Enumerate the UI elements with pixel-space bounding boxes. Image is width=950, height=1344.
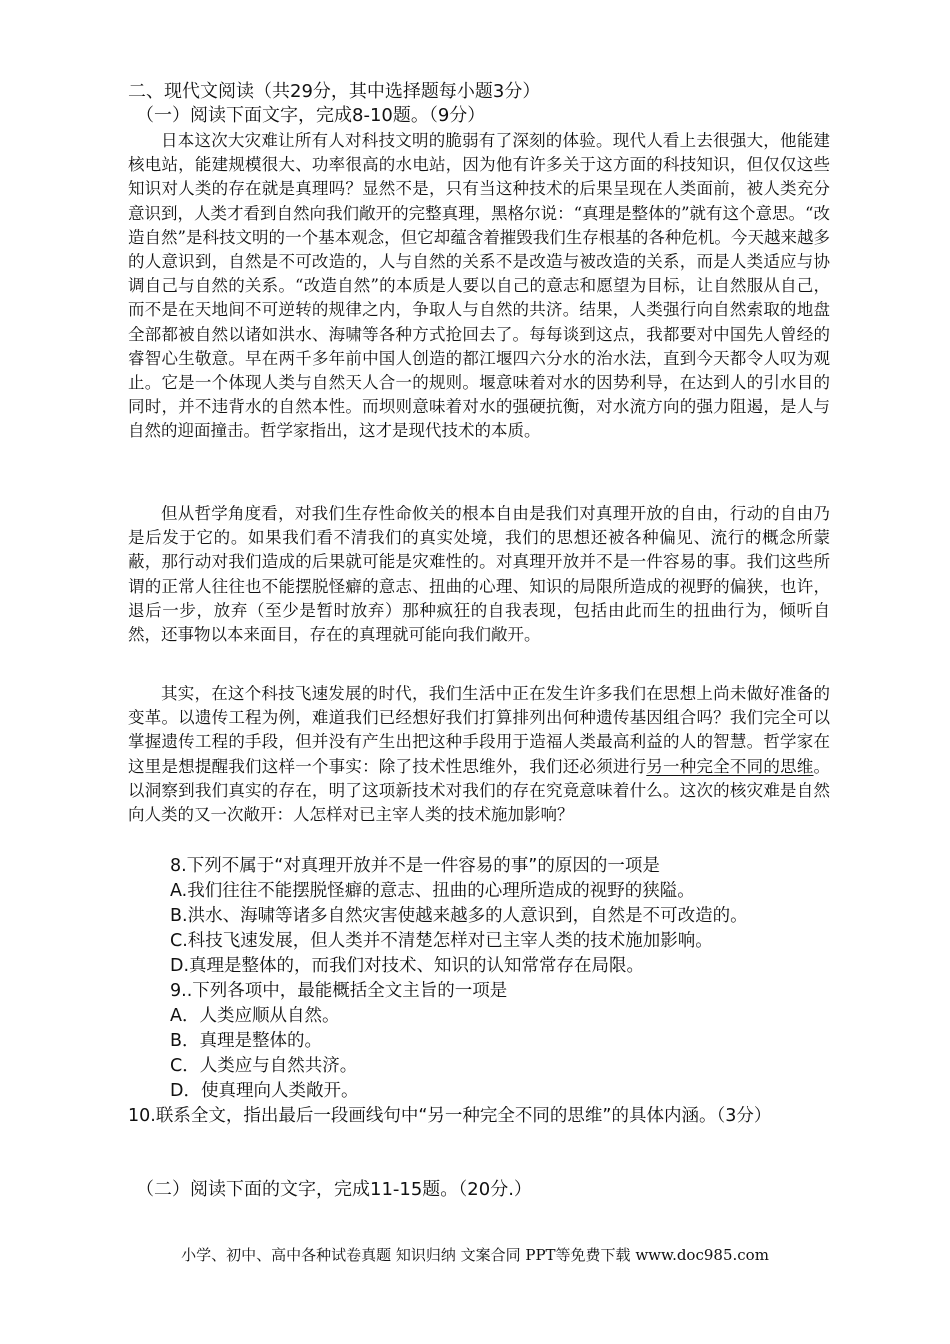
question-8-option-c: C.科技飞速发展，但人类并不清楚怎样对已主宰人类的技术施加影响。 (170, 931, 713, 951)
passage-paragraph-3 (128, 682, 830, 827)
question-8-option-a: A.我们往往不能摆脱怪癖的意志、扭曲的心理所造成的视野的狭隘。 (170, 881, 695, 901)
question-8-stem: 8.下列不属于“对真理开放并不是一件容易的事”的原因的一项是 (170, 856, 660, 876)
question-8-option-b: B.洪水、海啸等诸多自然灾害使越来越多的人意识到，自然是不可改造的。 (170, 906, 748, 926)
section-title: 二、现代文阅读（共29分，其中选择题每小题3分） (128, 81, 541, 102)
part2-heading: （二）阅读下面的文字，完成11-15题。（20分.） (136, 1179, 532, 1200)
question-10-stem: 10.联系全文，指出最后一段画线句中“另一种完全不同的思维”的具体内涵。（3分） (128, 1106, 772, 1126)
underlined-phrase: 另一种完全不同的思维 (646, 756, 814, 776)
question-9-stem: 9..下列各项中，最能概括全文主旨的一项是 (170, 981, 508, 1001)
passage-paragraph-1: 日本这次大灾难让所有人对科技文明的脆弱有了深刻的体验。现代人看上去很强大，他能建核电站，能建规模很大、功率很高的水电站，因为他有许多关于这方面的科技知识，但仅仅这些知识对人类的存在就是真理吗？显然不是，只有当这种技术的后果呈现在人类面前，被人类充分意识到，人类才看到自然向我们敞开的完整真理，黑格尔说：“真理是整体的”就有这个意思。“改造自然”是科技文明的一个基本观念，但它却蕴含着摧毁我们生存根基的各种危机。今天越来越多的人意识到，自然是不可改造的，人与自然的关系不是改造与被改造的关系，而是人类适应与协调自己与自然的关系。“改造自然”的本质是人要以自己的意志和愿望为目标，让自然服从自己，而不是在天地间不可逆转的规律之内，争取人与自然的共济。结果，人类强行向自然索取的地盘全部都被自然以诸如洪水、海啸等各种方式抢回去了。每每谈到这点，我都要对中国先人曾经的睿智心生敬意。早在两千多年前中国人创造的都江堰四六分水的治水法，直到今天都令人叹为观止。它是一个体现人类与自然天人合一的规则。堰意味着对水的因势利导，在达到人的引水目的同时，并不违背水的自然本性。而坝则意味着对水的强硬抗衡，对水流方向的强力阻遏，是人与自然的迎面撞击。哲学家指出，这才是现代技术的本质。 (128, 131, 830, 441)
question-9-option-b: B．真理是整体的。 (170, 1031, 323, 1051)
question-9-option-c: C．人类应与自然共济。 (170, 1056, 358, 1076)
question-9-option-a: A．人类应顺从自然。 (170, 1006, 340, 1026)
page-footer: 小学、初中、高中各种试卷真题 知识归纳 文案合同 PPT等免费下载 www.doc985.com (181, 1246, 769, 1264)
question-9-option-d: D．使真理向人类敞开。 (170, 1081, 359, 1101)
paragraph-3-after: 。以洞察到我们真实的存在，明了这项新技术对我们的存在究竟意味着什么。这次的核灾难是自然向人类的又一次敞开：人怎样对已主宰人类的技术施加影响？ (128, 756, 831, 825)
passage-paragraph-2: 但从哲学角度看，对我们生存性命攸关的根本自由是我们对真理开放的自由，行动的自由乃是后发于它的。如果我们看不清我们的真实处境，我们的思想还被各种偏见、流行的概念所蒙蔽，那行动对我们造成的后果就可能是灾难性的。对真理开放并不是一件容易的事。我们这些所谓的正常人往往也不能摆脱怪癖的意志、扭曲的心理、知识的局限所造成的视野的偏狭，也许，退后一步，放弃（至少是暂时放弃）那种疯狂的自我表现，包括由此而生的扭曲行为，倾听自然，还事物以本来面目，存在的真理就可能向我们敞开。 (128, 504, 830, 645)
paragraph-3-before: 其实，在这个科技飞速发展的时代，我们生活中正在发生许多我们在思想上尚未做好准备的变革。以遗传工程为例，难道我们已经想好我们打算排列出何种遗传基因组合吗？我们完全可以掌握遗传工程的手段，但并没有产生出把这种手段用于造福人类最高利益的人的智慧。哲学家在这里是想提醒我们这样一个事实：除了技术性思维外，我们还必须进行 (128, 684, 830, 776)
question-8-option-d: D.真理是整体的，而我们对技术、知识的认知常常存在局限。 (170, 956, 645, 976)
part1-heading: （一）阅读下面文字，完成8-10题。（9分） (136, 105, 486, 126)
